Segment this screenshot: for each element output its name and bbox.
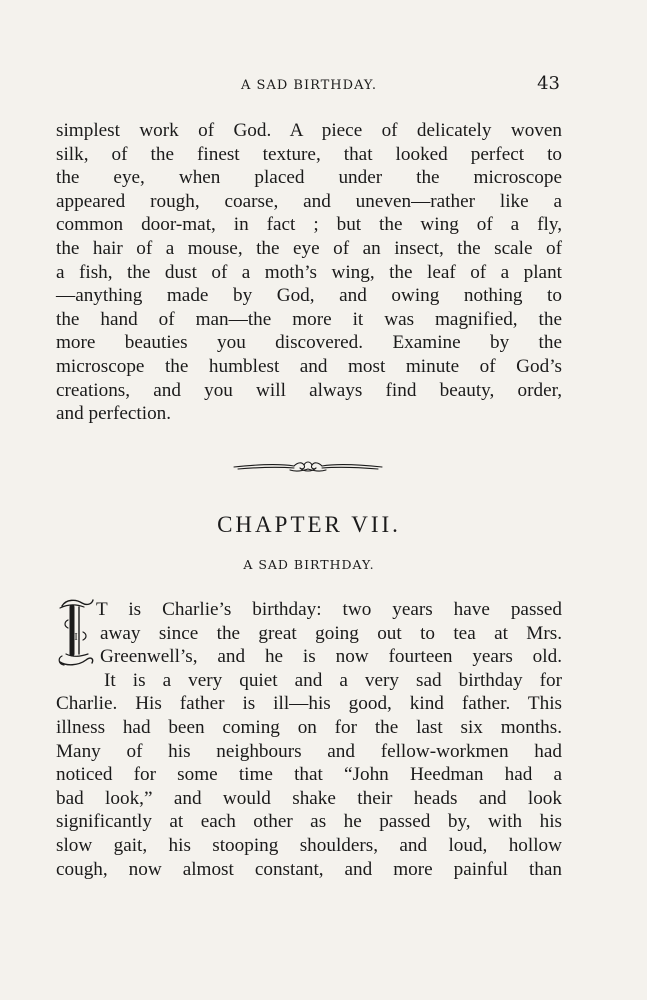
text-line: illness had been coming on for the last six months. <box>56 716 562 738</box>
text-line: noticed for some time that “John Heedman had a <box>56 764 562 786</box>
text-line: cough, now almost constant, and more painful than <box>56 858 562 880</box>
text-line: away since the great going out to tea at Mrs. <box>100 622 562 644</box>
text-line: bad look,” and would shake their heads and look <box>56 787 562 809</box>
text-line: the hand of man—the more it was magnified, the <box>56 308 562 330</box>
ornament-divider-icon <box>232 456 384 478</box>
text-line: It is a very quiet and a very sad birthday for <box>104 669 562 691</box>
text-line: —anything made by God, and owing nothing to <box>56 285 562 307</box>
chapter-subtitle: A SAD BIRTHDAY. <box>243 557 375 572</box>
text-line: Many of his neighbours and fellow-workmen had <box>56 740 562 762</box>
text-line: Charlie. His father is ill—his good, kind father. This <box>56 693 562 715</box>
paragraph-continued <box>56 119 562 426</box>
text-line: more beauties you discovered. Examine by the <box>56 332 562 354</box>
text-line: a fish, the dust of a moth’s wing, the leaf of a plant <box>56 261 562 283</box>
text-line: slow gait, his stooping shoulders, and loud, hollow <box>56 834 562 856</box>
text-line: Greenwell’s, and he is now fourteen years old. <box>100 646 562 668</box>
page-number: 43 <box>537 73 560 94</box>
text-line: microscope the humblest and most minute of God’s <box>56 355 562 377</box>
text-line: appeared rough, coarse, and uneven—rather like a <box>56 190 562 212</box>
text-line: creations, and you will always find beauty, order, <box>56 379 562 401</box>
text-line: and perfection. <box>56 403 172 425</box>
running-title: A SAD BIRTHDAY. <box>241 78 377 93</box>
text-line: simplest work of God. A piece of delicately woven <box>56 120 562 141</box>
text-line: significantly at each other as he passed by, with his <box>56 811 562 833</box>
chapter-title: CHAPTER VII. <box>217 512 401 537</box>
running-head <box>56 73 562 96</box>
text-line: silk, of the finest texture, that looked perfect to <box>56 143 562 165</box>
chapter-paragraph <box>56 598 562 881</box>
text-line: the hair of a mouse, the eye of an insect, the scale of <box>56 237 562 259</box>
text-line: the eye, when placed under the microscope <box>56 167 562 189</box>
text-line: common door-mat, in fact ; but the wing of a fly, <box>56 214 562 236</box>
drop-cap-letter: I <box>74 632 78 643</box>
text-line: T is Charlie’s birthday: two years have passed <box>96 599 562 620</box>
